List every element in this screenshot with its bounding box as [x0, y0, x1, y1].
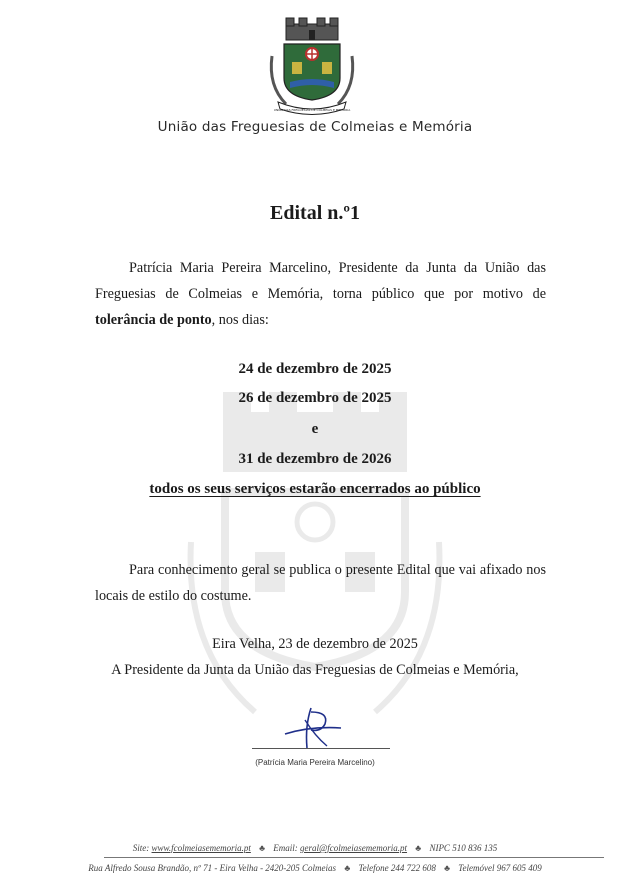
closing-text: Para conhecimento geral se publica o presente Edital que vai afixado nos locais de estilo do costume.	[95, 562, 546, 604]
signature-line	[252, 748, 390, 749]
club-icon: ♣	[415, 843, 422, 853]
closure-notice: todos os seus serviços estarão encerrados ao público	[149, 481, 481, 497]
mobile: Telemóvel 967 605 409	[458, 863, 542, 873]
svg-text:UNIÃO DAS FREGUESIAS DE COLMEI: UNIÃO DAS FREGUESIAS DE COLMEIAS E MEMÓRIA	[273, 108, 351, 112]
intro-paragraph	[95, 255, 546, 333]
place-date: Eira Velha, 23 de dezembro de 2025	[212, 636, 418, 652]
date-3: 31 de dezembro de 2026	[238, 451, 392, 467]
club-icon: ♣	[344, 863, 351, 873]
site-label: Site:	[132, 843, 150, 853]
email-label: Email:	[273, 843, 298, 853]
date-1: 24 de dezembro de 2025	[238, 361, 392, 377]
edital-title: Edital n.º1	[270, 202, 360, 224]
address: Rua Alfredo Sousa Brandão, nº 71 - Eira Velha - 2420-205 Colmeias	[88, 863, 337, 873]
email-link[interactable]: geral@fcolmeiasememoria.pt	[300, 843, 408, 853]
coat-of-arms-logo	[264, 16, 360, 118]
signer-role: A Presidente da Junta da União das Freguesias de Colmeias e Memória,	[111, 662, 519, 678]
nipc: NIPC 510 836 135	[429, 843, 498, 853]
intro-text: Patrícia Maria Pereira Marcelino, Presidente da Junta da União das Freguesias de Colmeias e Memória, torna público que por motivo de	[95, 260, 546, 302]
footer-address-line	[0, 863, 630, 873]
intro-tail: , nos dias:	[211, 312, 269, 328]
signature	[281, 706, 345, 752]
site-link[interactable]: www.fcolmeiasememoria.pt	[151, 843, 251, 853]
footer-divider	[104, 857, 604, 858]
intro-bold: tolerância de ponto	[95, 312, 212, 328]
closing-paragraph	[95, 557, 546, 609]
signer-name: (Patrícia Maria Pereira Marcelino)	[255, 758, 375, 767]
organization-name: União das Freguesias de Colmeias e Memória	[157, 119, 473, 135]
club-icon: ♣	[444, 863, 451, 873]
footer-contacts	[0, 843, 630, 853]
date-2: 26 de dezembro de 2025	[238, 390, 392, 406]
conjunction: e	[311, 421, 319, 437]
club-icon: ♣	[259, 843, 266, 853]
phone: Telefone 244 722 608	[358, 863, 436, 873]
